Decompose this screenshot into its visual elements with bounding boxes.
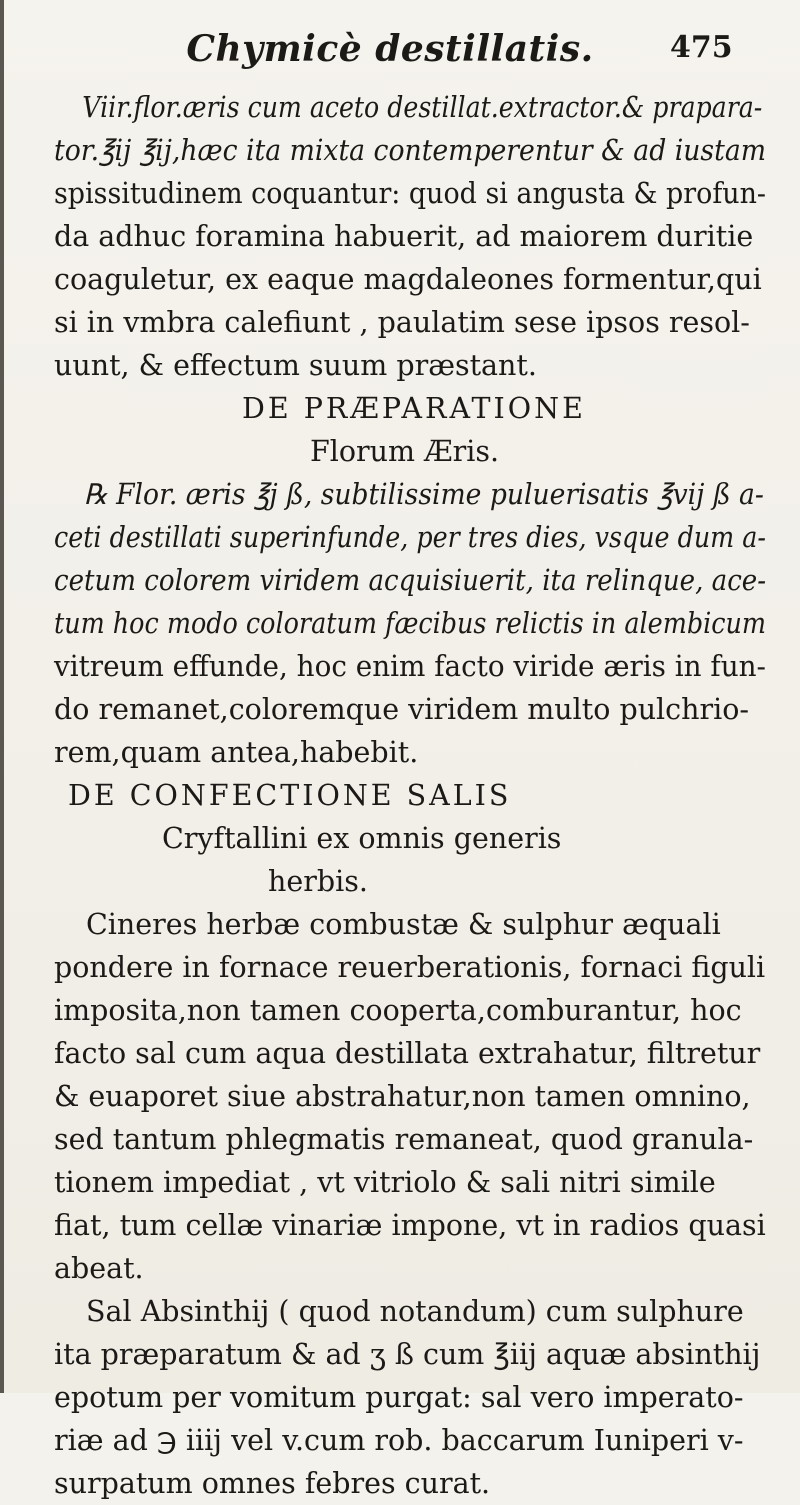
text-line: Sal Absinthij ( quod notandum) cum sulphure — [86, 1295, 744, 1328]
text-line: tor.℥ij ℥ij,hæc ita mixta contemperentur & ad iustam — [54, 134, 767, 167]
text-line: ℞ Flor. æris ℥j ß, subtilissime puluerisatis ℥vij ß a- — [83, 478, 764, 511]
text-line: Viir.flor.æris cum aceto destillat.extractor.& prapara- — [82, 91, 763, 124]
section-subheading: Cryftallini ex omnis generis — [162, 822, 562, 855]
text-line: Cineres herbæ combustæ & sulphur æquali — [86, 908, 721, 941]
text-line: imposita,non tamen cooperta,comburantur, hoc — [54, 994, 742, 1027]
text-line: spissitudinem coquantur: quod si angusta & profun- — [54, 177, 767, 210]
page-header — [0, 28, 800, 78]
section-heading: DE CONFECTIONE SALIS — [68, 779, 512, 812]
text-line: cetum colorem viridem acquisiuerit, ita relinque, ace- — [54, 564, 767, 597]
text-line: tum hoc modo coloratum fæcibus relictis in alembicum — [54, 607, 766, 640]
text-line: riæ ad ℈ iiij vel v.cum rob. baccarum Iuniperi v- — [54, 1424, 744, 1457]
text-line: pondere in fornace reuerberationis, fornaci figuli — [54, 951, 766, 984]
text-line: fiat, tum cellæ vinariæ impone, vt in radios quasi — [54, 1209, 766, 1242]
section-subheading: Florum Æris. — [310, 435, 500, 468]
text-line: & euaporet siue abstrahatur,non tamen omnino, — [54, 1080, 751, 1113]
text-line: epotum per vomitum purgat: sal vero imperato- — [54, 1381, 744, 1414]
text-line: ita præparatum & ad ʒ ß cum ℥iij aquæ absinthij — [54, 1338, 761, 1371]
text-line: sed tantum phlegmatis remaneat, quod granula- — [54, 1123, 754, 1156]
page-edge-shadow — [0, 0, 4, 1393]
text-line: si in vmbra calefiunt , paulatim sese ipsos resol- — [54, 306, 750, 339]
text-line: ceti destillati superinfunde, per tres dies, vsque dum a- — [54, 521, 766, 554]
section-subheading: herbis. — [268, 865, 368, 898]
text-line: abeat. — [54, 1252, 144, 1285]
text-line: da adhuc foramina habuerit, ad maiorem duritie — [54, 220, 754, 253]
body-text — [54, 86, 766, 1505]
text-line: do remanet,coloremque viridem multo pulchrio- — [54, 693, 750, 726]
text-line: rem,quam antea,habebit. — [54, 736, 419, 769]
text-line: facto sal cum aqua destillata extrahatur, filtretur — [54, 1037, 761, 1070]
section-heading: DE PRÆPARATIONE — [242, 392, 586, 425]
text-line: tionem impediat , vt vitriolo & sali nitri simile — [54, 1166, 716, 1199]
text-line: coaguletur, ex eaque magdaleones formentur,qui — [54, 263, 762, 296]
running-title: Chymicè destillatis. — [186, 28, 594, 70]
text-line: surpatum omnes febres curat. — [54, 1467, 491, 1500]
text-line: uunt, & effectum suum præstant. — [54, 349, 537, 382]
text-line: vitreum effunde, hoc enim facto viride æris in fun- — [54, 650, 766, 683]
page-number: 475 — [670, 30, 733, 65]
